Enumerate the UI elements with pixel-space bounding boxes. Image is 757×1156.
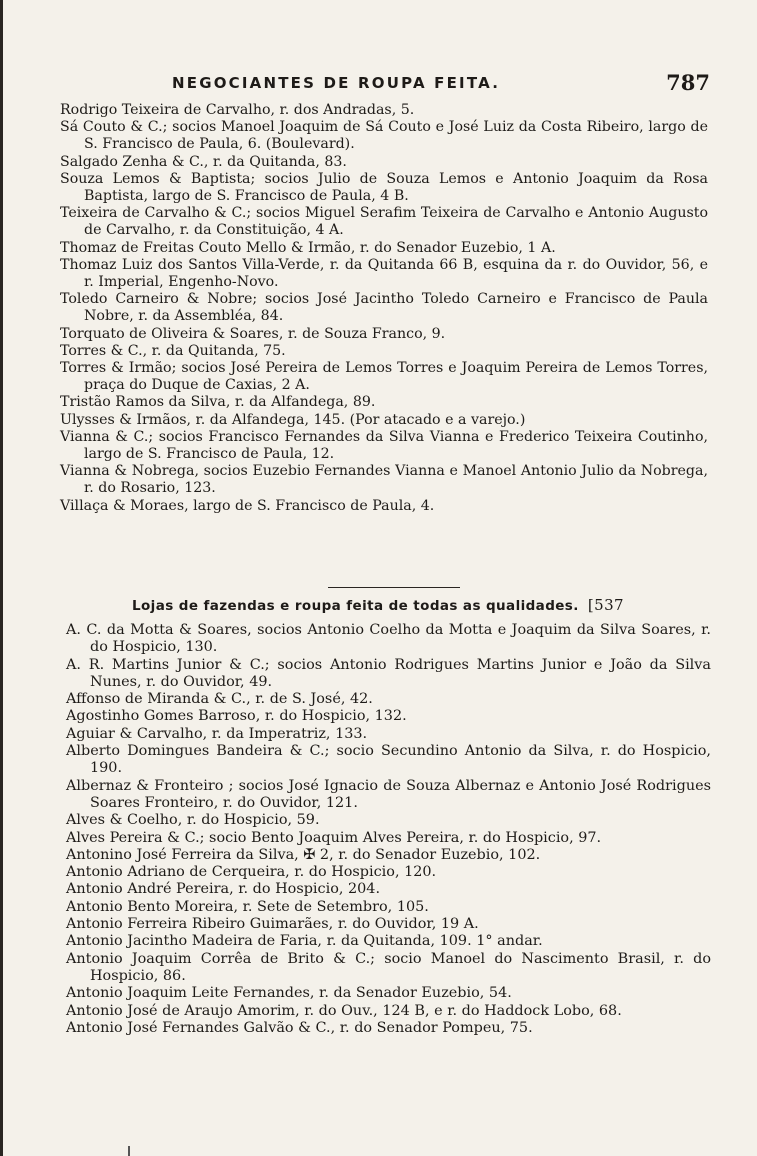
listing-entry: A. R. Martins Junior & C.; socios Antonio Rodrigues Martins Junior e João da Silva Nunes, r. do Ouvidor, 49. xyxy=(66,656,711,690)
listing-entry: Antonio Ferreira Ribeiro Guimarães, r. do Ouvidor, 19 A. xyxy=(66,916,479,933)
listing-section-lojas-fazendas xyxy=(66,622,711,1037)
page-edge-mark xyxy=(128,1146,130,1156)
listing-entry: Torquato de Oliveira & Soares, r. de Souza Franco, 9. xyxy=(60,325,446,342)
listing-entry: Souza Lemos & Baptista; socios Julio de Souza Lemos e Antonio Joaquim da Rosa Baptista, largo de S. Francisco de Paula, 4 B. xyxy=(60,170,708,205)
running-title: NEGOCIANTES DE ROUPA FEITA. xyxy=(172,74,501,92)
listing-entry: Antonio Adriano de Cerqueira, r. do Hospicio, 120. xyxy=(66,864,437,881)
listing-entry: Villaça & Moraes, largo de S. Francisco de Paula, 4. xyxy=(60,497,435,514)
listing-entry: Affonso de Miranda & C., r. de S. José, 42. xyxy=(66,691,373,708)
page-spine-edge xyxy=(0,0,3,1156)
section-heading-text: Lojas de fazendas e roupa feita de todas as qualidades. xyxy=(132,598,579,614)
listing-entry: Sá Couto & C.; socios Manoel Joaquim de Sá Couto e José Luiz da Costa Ribeiro, largo de S. Francisco de Paula, 6. (Boulevard). xyxy=(60,119,708,153)
listing-entry: Antonino José Ferreira da Silva, ✠ 2, r. do Senador Euzebio, 102. xyxy=(66,846,541,863)
listing-entry: Agostinho Gomes Barroso, r. do Hospicio, 132. xyxy=(66,708,407,725)
listing-entry: Antonio José Fernandes Galvão & C., r. do Senador Pompeu, 75. xyxy=(66,1019,533,1036)
listing-entry: Torres & C., r. da Quitanda, 75. xyxy=(60,342,286,359)
listing-entry: Vianna & Nobrega, socios Euzebio Fernandes Vianna e Manoel Antonio Julio da Nobrega, r. do Rosario, 123. xyxy=(60,463,708,497)
listing-entry: Toledo Carneiro & Nobre; socios José Jacintho Toledo Carneiro e Francisco de Paula Nobre, r. da Assembléa, 84. xyxy=(60,291,708,325)
listing-entry: Antonio Jacintho Madeira de Faria, r. da Quitanda, 109. 1° andar. xyxy=(66,933,543,950)
listing-entry: Rodrigo Teixeira de Carvalho, r. dos Andradas, 5. xyxy=(60,102,415,118)
section-divider xyxy=(328,587,460,588)
listing-entry: Aguiar & Carvalho, r. da Imperatriz, 133. xyxy=(66,725,368,742)
listing-entry: Alves & Coelho, r. do Hospicio, 59. xyxy=(66,812,320,829)
listing-entry: Antonio José de Araujo Amorim, r. do Ouv., 124 B, e r. do Haddock Lobo, 68. xyxy=(66,1002,622,1019)
listing-entry: Torres & Irmão; socios José Pereira de Lemos Torres e Joaquim Pereira de Lemos Torres, praça do Duque de Caxias, 2 A. xyxy=(60,360,708,394)
section-count: [537 xyxy=(587,596,624,614)
listing-entry: Thomaz Luiz dos Santos Villa-Verde, r. da Quitanda 66 B, esquina da r. do Ouvidor, 56, e r. Imperial, Engenho-Novo. xyxy=(60,256,708,291)
listing-entry: Albernaz & Fronteiro ; socios José Ignacio de Souza Albernaz e Antonio José Rodrigues Soares Fronteiro, r. do Ouvidor, 121. xyxy=(66,777,711,811)
listing-entry: Alves Pereira & C.; socio Bento Joaquim Alves Pereira, r. do Hospicio, 97. xyxy=(66,829,602,846)
page-header xyxy=(150,68,710,96)
listing-entry: Thomaz de Freitas Couto Mello & Irmão, r. do Senador Euzebio, 1 A. xyxy=(60,239,556,256)
listing-entry: Antonio Joaquim Corrêa de Brito & C.; socio Manoel do Nascimento Brasil, r. do Hospicio, 86. xyxy=(66,950,711,984)
listing-entry: Antonio Joaquim Leite Fernandes, r. da Senador Euzebio, 54. xyxy=(66,985,512,1002)
listing-entry: Tristão Ramos da Silva, r. da Alfandega, 89. xyxy=(60,394,376,411)
listing-entry: Teixeira de Carvalho & C.; socios Miguel Serafim Teixeira de Carvalho e Antonio Augusto de Carvalho, r. da Constituição, 4 A. xyxy=(60,205,708,239)
listing-entry: Antonio Bento Moreira, r. Sete de Setembro, 105. xyxy=(66,898,429,915)
listing-section-roupa-feita xyxy=(60,102,708,515)
listing-entry: Ulysses & Irmãos, r. da Alfandega, 145. (Por atacado e a varejo.) xyxy=(60,411,526,428)
listing-entry: Salgado Zenha & C., r. da Quitanda, 83. xyxy=(60,153,347,170)
section-heading xyxy=(132,596,692,614)
listing-entry: Vianna & C.; socios Francisco Fernandes da Silva Vianna e Frederico Teixeira Coutinho, largo de S. Francisco de Paula, 12. xyxy=(60,428,708,463)
listing-entry: A. C. da Motta & Soares, socios Antonio Coelho da Motta e Joaquim da Silva Soares, r. do Hospicio, 130. xyxy=(66,622,711,656)
listing-entry: Antonio André Pereira, r. do Hospicio, 204. xyxy=(66,881,381,898)
page-number: 787 xyxy=(666,70,710,95)
listing-entry: Alberto Domingues Bandeira & C.; socio Secundino Antonio da Silva, r. do Hospicio, 190. xyxy=(66,743,711,777)
